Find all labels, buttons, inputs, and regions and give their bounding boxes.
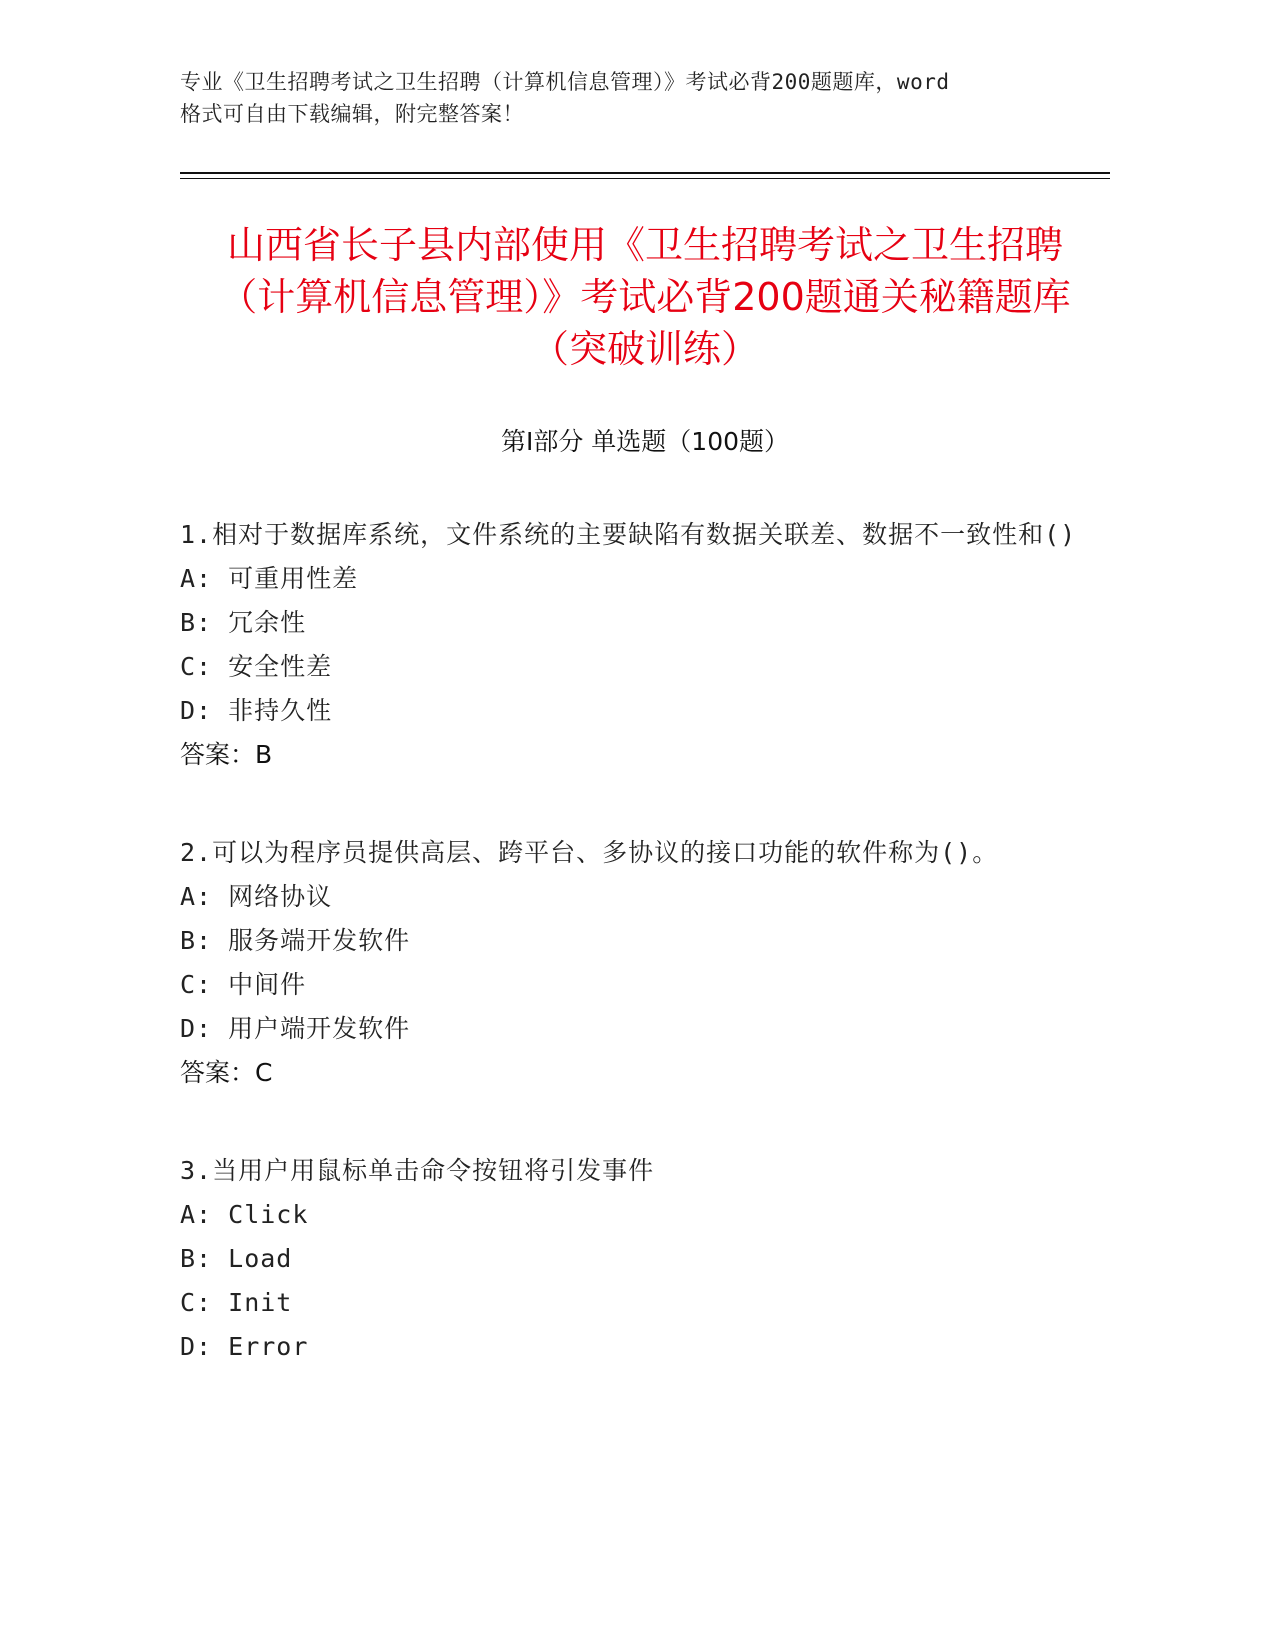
- section-heading: 第Ⅰ部分 单选题（100题）: [500, 427, 790, 456]
- option-b: B: Load: [180, 1244, 293, 1273]
- header-divider: [180, 172, 1110, 179]
- answer-line: 答案：C: [180, 1058, 273, 1087]
- question-item: [180, 1149, 1110, 1369]
- header-note: 专业《卫生招聘考试之卫生招聘（计算机信息管理）》考试必背200题题库，word 格式可自由下载编辑，附完整答案！: [180, 70, 950, 126]
- option-b: B: 服务端开发软件: [180, 926, 411, 955]
- answer-line: 答案：B: [180, 740, 273, 769]
- divider-thin: [180, 178, 1110, 179]
- document-page: [180, 66, 1110, 1369]
- option-c: C: 中间件: [180, 970, 307, 999]
- document-title: 山西省长子县内部使用《卫生招聘考试之卫生招聘（计算机信息管理）》考试必背200题通关秘籍题库（突破训练）: [219, 223, 1071, 371]
- question-item: [180, 831, 1110, 1095]
- divider-thick: [180, 172, 1110, 174]
- option-a: A: Click: [180, 1200, 309, 1229]
- option-d: D: Error: [180, 1332, 309, 1361]
- option-c: C: Init: [180, 1288, 293, 1317]
- option-d: D: 用户端开发软件: [180, 1014, 411, 1043]
- question-stem: 1.相对于数据库系统，文件系统的主要缺陷有数据关联差、数据不一致性和(): [180, 520, 1077, 549]
- option-b: B: 冗余性: [180, 608, 307, 637]
- question-stem: 2.可以为程序员提供高层、跨平台、多协议的接口功能的软件称为()。: [180, 838, 999, 867]
- question-item: [180, 513, 1110, 777]
- option-c: C: 安全性差: [180, 652, 333, 681]
- option-a: A: 可重用性差: [180, 564, 359, 593]
- option-d: D: 非持久性: [180, 696, 333, 725]
- question-stem: 3.当用户用鼠标单击命令按钮将引发事件: [180, 1156, 655, 1185]
- option-a: A: 网络协议: [180, 882, 333, 911]
